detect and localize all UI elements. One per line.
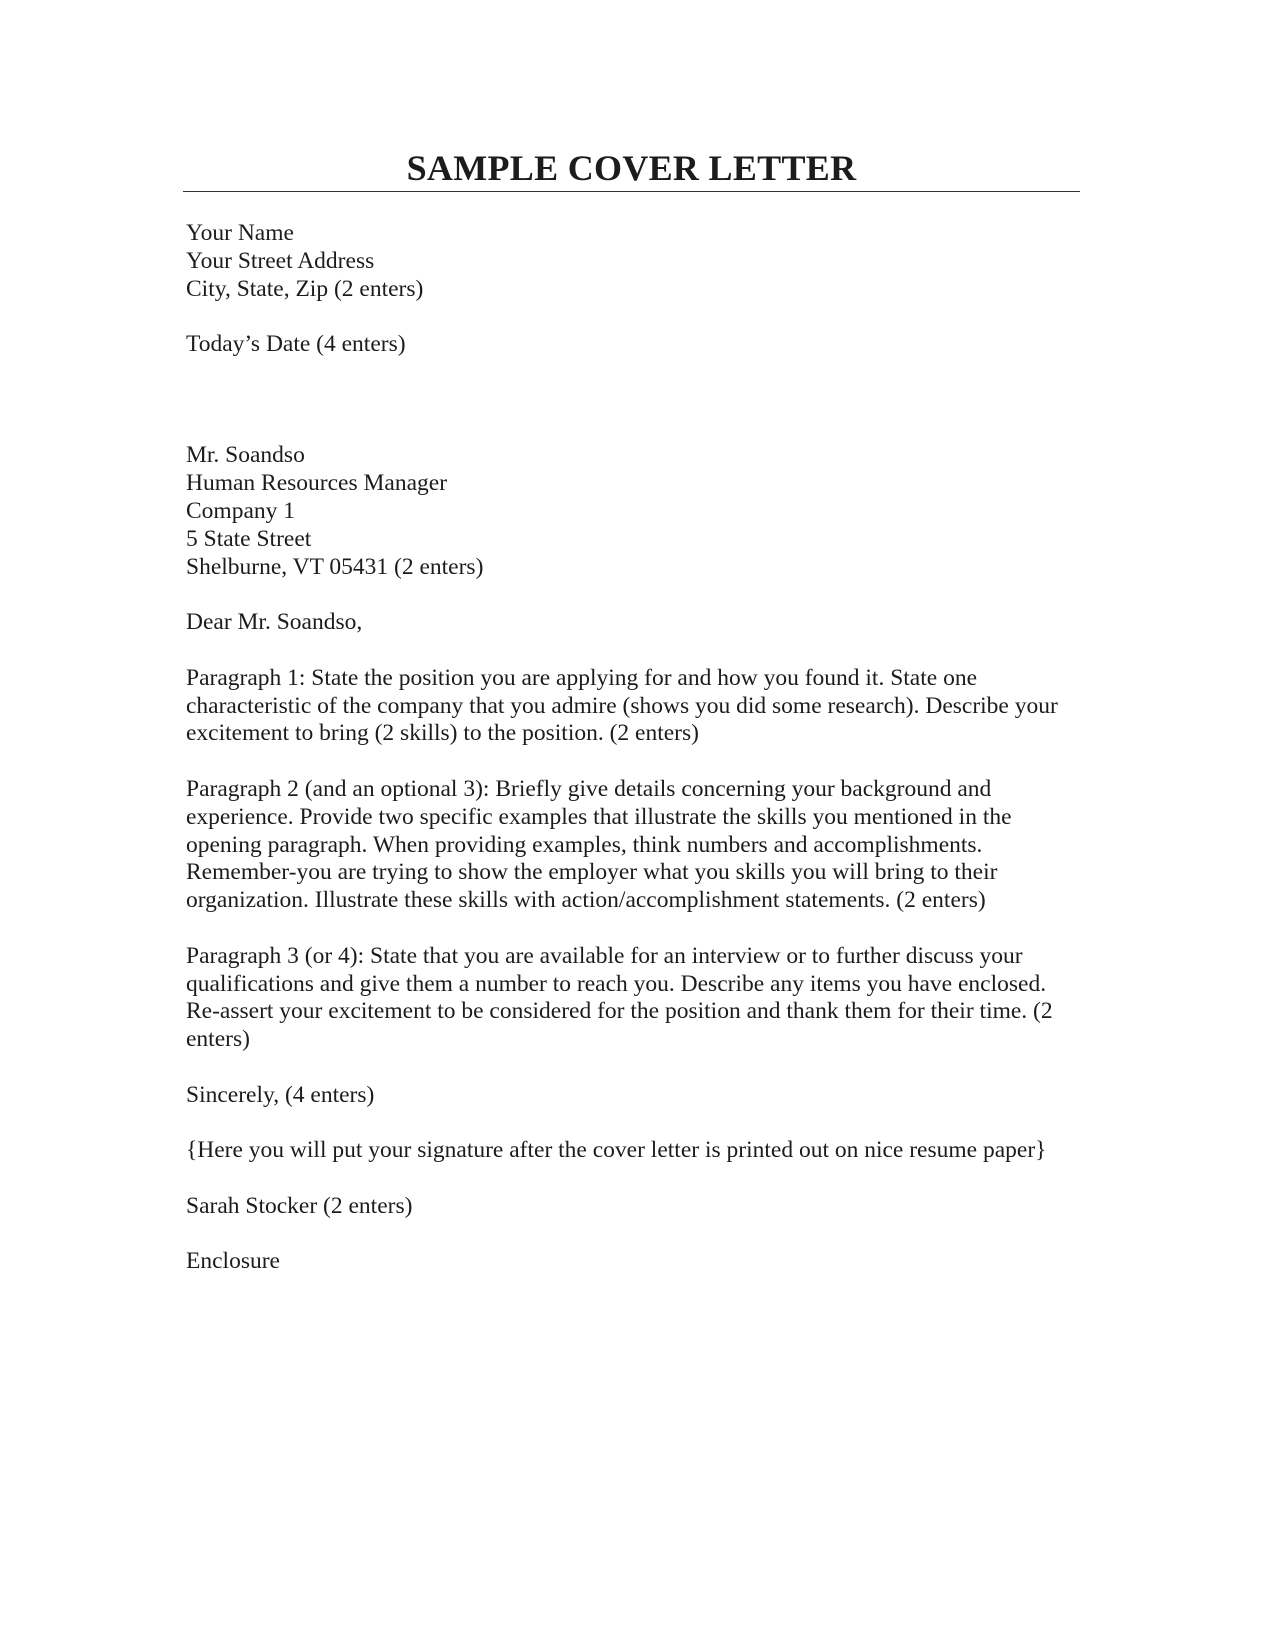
paragraph-2 xyxy=(186,776,1081,915)
paragraph-2-line: Remember-you are trying to show the employer what you skills you will bring to their xyxy=(186,859,998,886)
closing: Sincerely, (4 enters) xyxy=(186,1081,375,1108)
paragraph-1-line: excitement to bring (2 skills) to the position. (2 enters) xyxy=(186,720,699,747)
title-underline xyxy=(183,191,1080,192)
paragraph-2-line: experience. Provide two specific examples that illustrate the skills you mentioned in the xyxy=(186,803,1012,830)
paragraph-3 xyxy=(186,943,1081,1054)
paragraph-1 xyxy=(186,665,1081,748)
enclosure-line: Enclosure xyxy=(186,1248,280,1275)
paragraph-2-line: opening paragraph. When providing examples, think numbers and accomplishments. xyxy=(186,831,983,858)
sender-city-line: City, State, Zip (2 enters) xyxy=(186,275,424,302)
recipient-street: 5 State Street xyxy=(186,525,312,552)
paragraph-2-line: Paragraph 2 (and an optional 3): Briefly give details concerning your background and xyxy=(186,775,992,802)
sender-name: Your Name xyxy=(186,220,294,246)
paragraph-1-line: Paragraph 1: State the position you are applying for and how you found it. State one xyxy=(186,664,978,691)
date-line: Today’s Date (4 enters) xyxy=(186,331,406,358)
letter-body xyxy=(186,220,1086,1276)
recipient-title: Human Resources Manager xyxy=(186,470,448,497)
paragraph-3-line: Re-assert your excitement to be considered for the position and thank them for their time. (2 xyxy=(186,998,1053,1025)
paragraph-3-line: qualifications and give them a number to reach you. Describe any items you have enclosed. xyxy=(186,970,1047,997)
sender-address xyxy=(186,220,1086,303)
signature-note: {Here you will put your signature after the cover letter is printed out on nice resume paper} xyxy=(186,1137,1047,1164)
signer-name: Sarah Stocker (2 enters) xyxy=(186,1192,413,1219)
recipient-company: Company 1 xyxy=(186,497,296,524)
sender-street: Your Street Address xyxy=(186,247,375,274)
recipient-address xyxy=(186,442,1086,581)
paragraph-3-line: Paragraph 3 (or 4): State that you are available for an interview or to further discuss your xyxy=(186,942,1023,969)
recipient-name: Mr. Soandso xyxy=(186,442,305,469)
paragraph-2-line: organization. Illustrate these skills with action/accomplishment statements. (2 enters) xyxy=(186,887,986,914)
recipient-city-line: Shelburne, VT 05431 (2 enters) xyxy=(186,553,484,580)
salutation: Dear Mr. Soandso, xyxy=(186,609,363,636)
paragraph-1-line: characteristic of the company that you admire (shows you did some research). Describe your xyxy=(186,692,1058,719)
paragraph-3-line: enters) xyxy=(186,1026,250,1053)
document-title: SAMPLE COVER LETTER xyxy=(406,148,857,188)
